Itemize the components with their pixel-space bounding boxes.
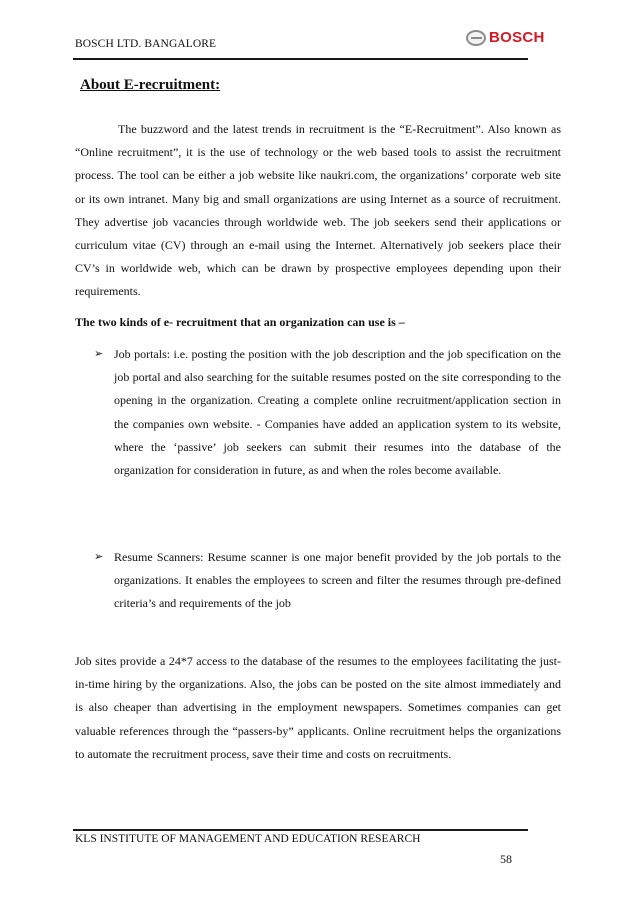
kinds-heading: The two kinds of e- recruitment that an organization can use is – (75, 315, 405, 329)
bullet-text: Job portals: i.e. posting the position with the job description and the job specification on the job portal and also searching for the suitable resumes posted on the site corresponding to the opening in the organization. Creating a complete online recruitment/application section in the companies own website. - Companies have added an application system to its website, where the ‘passive’ job seekers can submit their resumes into the database of the organization for consideration in future, as and when the roles become available. (114, 347, 561, 478)
bosch-logo (466, 29, 545, 46)
section-heading: About E-recruitment: (80, 77, 221, 93)
arrow-bullet-icon: ➢ (94, 551, 104, 563)
page-number: 58 (500, 852, 512, 866)
bosch-armature-icon (466, 30, 486, 46)
arrow-bullet-icon: ➢ (94, 348, 104, 360)
intro-paragraph: The buzzword and the latest trends in recruitment is the “E-Recruitment”. Also known as “Online recruitment”, it is the use of technology or the web based tools to assist the recruitment process. The tool can be either a job website like naukri.com, the organizations’ corporate web site or its own intranet. Many big and small organizations are using Internet as a source of recruitment. They advertise job vacancies through worldwide web. The job seekers send their applications or curriculum vitae (CV) through an e-mail using the Internet. Alternatively job seekers place their CV’s in worldwide web, which can be drawn by prospective employees depending upon their requirements. (75, 122, 561, 299)
bullet-resume-scanners (94, 546, 561, 616)
header-company: BOSCH LTD. BANGALORE (75, 38, 217, 50)
logo-text: BOSCH (489, 29, 545, 46)
header-divider (73, 58, 528, 60)
footer-institute: KLS INSTITUTE OF MANAGEMENT AND EDUCATION RESEARCH (75, 833, 421, 845)
bullet-text: Resume Scanners: Resume scanner is one major benefit provided by the job portals to the organizations. It enables the employees to screen and filter the resumes through pre-defined criteria’s and requirements of the job (114, 550, 561, 611)
closing-paragraph: Job sites provide a 24*7 access to the database of the resumes to the employees facilitating the just-in-time hiring by the organizations. Also, the jobs can be posted on the site almost immediately and is also cheaper than advertising in the employment newspapers. Sometimes companies can get valuable references through the “passers-by” applicants. Online recruitment helps the organizations to automate the recruitment process, save their time and costs on recruitments. (75, 654, 561, 761)
bullet-job-portals (94, 343, 561, 482)
footer-divider (73, 829, 528, 831)
